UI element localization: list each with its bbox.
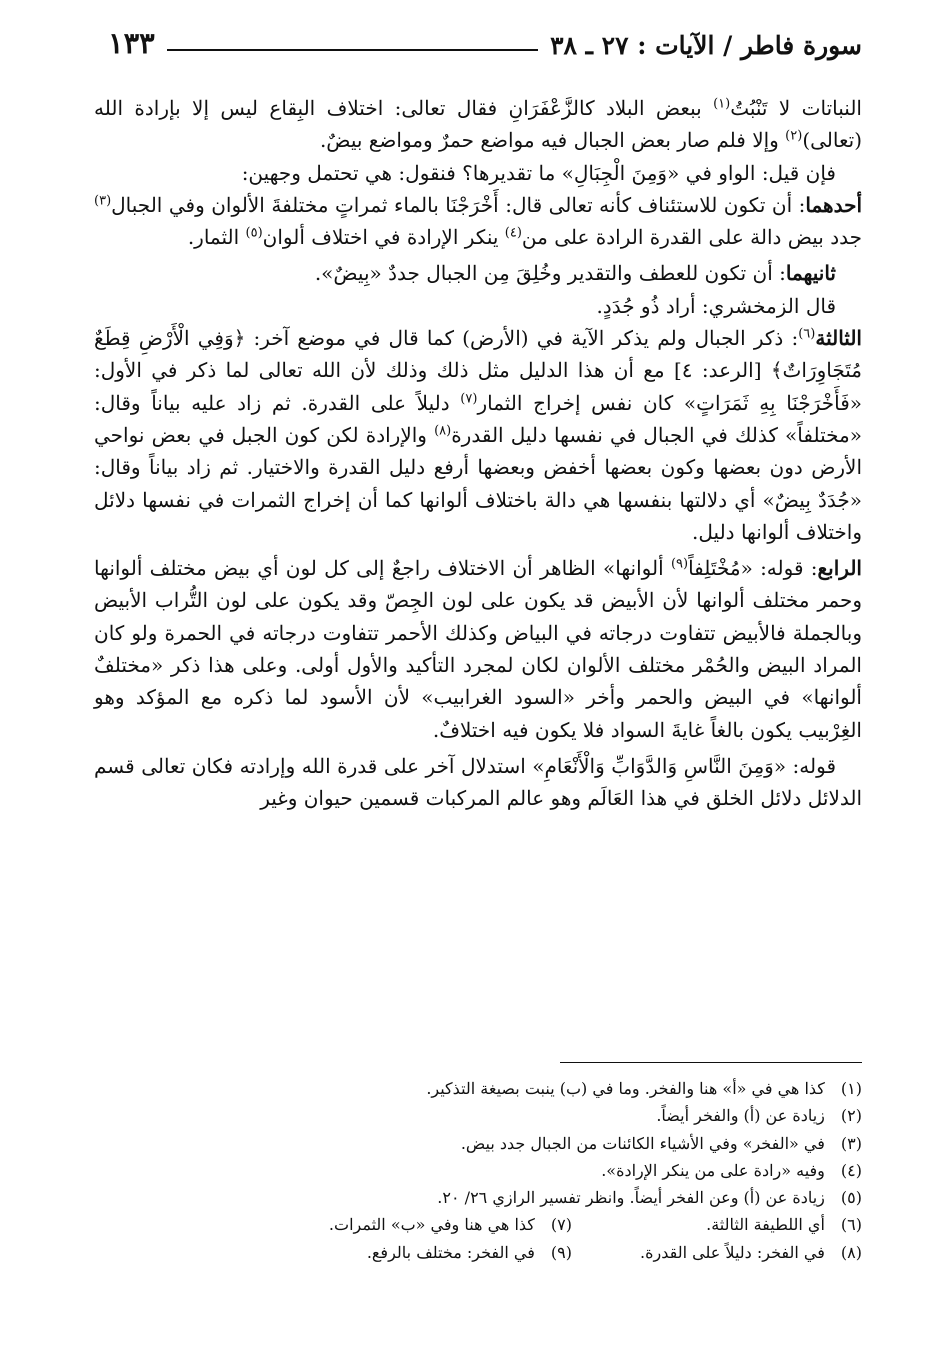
running-title: سورة فاطر / الآيات : ٢٧ ـ ٣٨	[550, 31, 862, 60]
page-number: ١٣٣	[108, 26, 155, 60]
paragraph-6	[94, 322, 862, 548]
footnote-9	[367, 1239, 572, 1266]
paragraph-2: فإن قيل: الواو في «وَمِنَ الْجِبَالِ» ما تقديرها؟ فنقول: هي تحتمل وجهين:	[241, 160, 836, 185]
text-run: : ذكر الجبال ولم يذكر الآية في (الأرض) كما قال في موضع آخر: ﴿وَفِي الْأَرْضِ قِطَعٌ مُتَجَاوِرَاتٌ﴾ [الرعد: ٤] مع أن هذا الدليل مثل ذلك وذلك لأن الله تعالى لما ذكر في الأول: «فَأَخْرَجْنَا بِهِ ثَمَرَاتٍ» كان نفس إخراج الثمار	[94, 326, 863, 415]
footnote-ref-5: (٥)	[245, 225, 263, 241]
section-label-second: ثانيهما	[785, 261, 836, 286]
footnote-ref-3: (٣)	[94, 193, 112, 209]
text-run: : أن تكون للاستئناف كأنه تعالى قال: أَخْرَجْنَا بالماء ثمراتٍ مختلفةَ الألوان وفي الجبال	[111, 192, 806, 217]
footnote-ref-6: (٦)	[798, 326, 816, 342]
text-run: وإلا فلم صار بعض الجبال فيه مواضع حمرٌ ومواضع بيضٌ.	[319, 128, 786, 153]
footnote-ref-4: (٤)	[504, 225, 522, 241]
footnote-number: (٧)	[550, 1215, 572, 1235]
main-text	[94, 92, 862, 815]
footnote-row-8-9	[100, 1239, 862, 1266]
paragraph-5: قال الزمخشري: أراد ذُو جُدَدٍ.	[596, 293, 836, 318]
footnote-row-6-7	[100, 1211, 862, 1238]
footnote-5	[100, 1184, 862, 1211]
footnote-text: زيادة عن (أ) والفخر أيضاً.	[656, 1106, 825, 1126]
footnote-number: (٥)	[840, 1188, 862, 1208]
paragraph-7	[94, 552, 862, 746]
footnote-6	[572, 1211, 862, 1238]
header-rule	[167, 49, 538, 51]
footnote-ref-8: (٨)	[434, 423, 452, 439]
text-run: جدد بيض دالة على القدرة الرادة على من	[521, 225, 862, 250]
text-run: ينكر الإرادة في اختلاف ألوان	[262, 225, 505, 250]
footnote-2	[100, 1102, 862, 1129]
paragraph-1	[94, 92, 862, 157]
section-label-third: الثالثة	[815, 326, 862, 351]
footnote-number: (٣)	[840, 1133, 862, 1153]
text-run: دليلاً على القدرة. ثم زاد عليه بياناً وقال: «مختلفاً» كذلك في الجبال في نفسها دليل القدرة	[94, 390, 862, 447]
footnote-text: في الفخر: دليلاً على القدرة.	[640, 1242, 825, 1262]
footnote-8	[572, 1239, 862, 1266]
footnote-text: في الفخر: مختلف بالرفع.	[366, 1242, 535, 1262]
footnote-text: كذا هي هنا وفي «ب» الثمرات.	[328, 1215, 535, 1235]
section-label-fourth: الرابع	[817, 556, 862, 581]
text-run: ببعض البلاد كالزَّعْفَرَانِ فقال تعالى: اختلاف البِقاع ليس إلا بإرادة الله (تعالى)	[94, 96, 862, 153]
text-run: النباتات لا تَنْبُتُ	[730, 96, 862, 120]
footnote-number: (٨)	[840, 1242, 862, 1262]
footnote-number: (٩)	[550, 1242, 572, 1262]
footnote-number: (٦)	[840, 1215, 862, 1235]
text-run: : أن تكون للعطف والتقدير وخُلِقَ مِن الجبال جددٌ «بِيضٌ».	[314, 261, 786, 286]
footnote-4	[100, 1157, 862, 1184]
footnote-3	[100, 1130, 862, 1157]
footnote-text: كذا هي في «أ» هنا والفخر. وما في (ب) ينبت بصيغة التذكير.	[426, 1079, 825, 1098]
paragraph-4	[94, 257, 862, 289]
footnotes	[100, 1075, 862, 1266]
footnote-number: (٢)	[840, 1106, 862, 1126]
footnote-separator	[560, 1062, 862, 1063]
text-run: الثمار.	[187, 225, 246, 250]
footnote-ref-2: (٢)	[785, 128, 803, 144]
paragraph-3	[94, 189, 862, 254]
page-header	[108, 20, 862, 60]
footnote-7	[329, 1211, 572, 1238]
footnote-1	[100, 1075, 862, 1102]
section-label-first: أحدهما	[805, 192, 862, 217]
footnote-text: زيادة عن (أ) وعن الفخر أيضاً. وانظر تفسير الرازي ٢٦/ ٢٠.	[437, 1188, 825, 1208]
text-run: والإرادة لكن كون الجبل في بعض نواحي الأرض دون بعضها وكون بعضها أخفض وبعضها أرفع دليل القدرة والاختيار. ثم زاد بياناً وقال: «جُدَدٌ بِيضٌ» أي دلالتها بنفسها هي دالة باختلاف ألوانها كما أن إخراج الثمرات في نفسها دلائل واختلاف ألوانها دليل.	[94, 422, 862, 544]
text-run: : قوله: «مُخْتَلِفاً	[688, 556, 818, 581]
footnote-ref-1: (١)	[713, 96, 731, 112]
paragraph-8: قوله: «وَمِنَ النَّاسِ وَالدَّوَابِّ وَالْأَنْعَامِ» استدلال آخر على قدرة الله وإرادته فكان تعالى قسم الدلائل دلائل الخلق في هذا العَالَم وهو عالم المركبات قسمين حيوان وغير	[94, 753, 862, 811]
footnote-number: (١)	[840, 1079, 862, 1098]
footnote-ref-7: (٧)	[460, 391, 478, 407]
footnote-text: في «الفخر» وفي الأشياء الكائنات من الجبال جدد بيض.	[460, 1133, 825, 1153]
text-run: ألوانها» الظاهر أن الاختلاف راجعٌ إلى كل لون أي بيض مختلف ألوانها وحمر مختلف ألوانها لأن الأبيض قد يكون على لون الجِصّ وقد يكون على لون التُّراب الأبيض وبالجملة فالأبيض تتفاوت درجاته في البياض وكذلك الأحمر تتفاوت درجاته في الحمرة ولو كان المراد البيض والحُمْر مختلف الألوان لكان لمجرد التأكيد والأول أولى. وعلى هذا ذكر «مختلفٌ ألوانها» في البيض والحمر وأخر «السود الغرابيب» لأن الأسود لما ذكره مع المؤكد وهو الغِرْبيب يكون بالغاً غايةَ السواد فلا يكون فيه اختلافٌ.	[94, 556, 862, 742]
footnote-ref-9: (٩)	[670, 556, 689, 572]
footnote-text: وفيه «رادة على من ينكر الإرادة».	[601, 1160, 825, 1180]
footnote-text: أي اللطيفة الثالثة.	[706, 1215, 825, 1235]
footnote-number: (٤)	[840, 1160, 862, 1180]
